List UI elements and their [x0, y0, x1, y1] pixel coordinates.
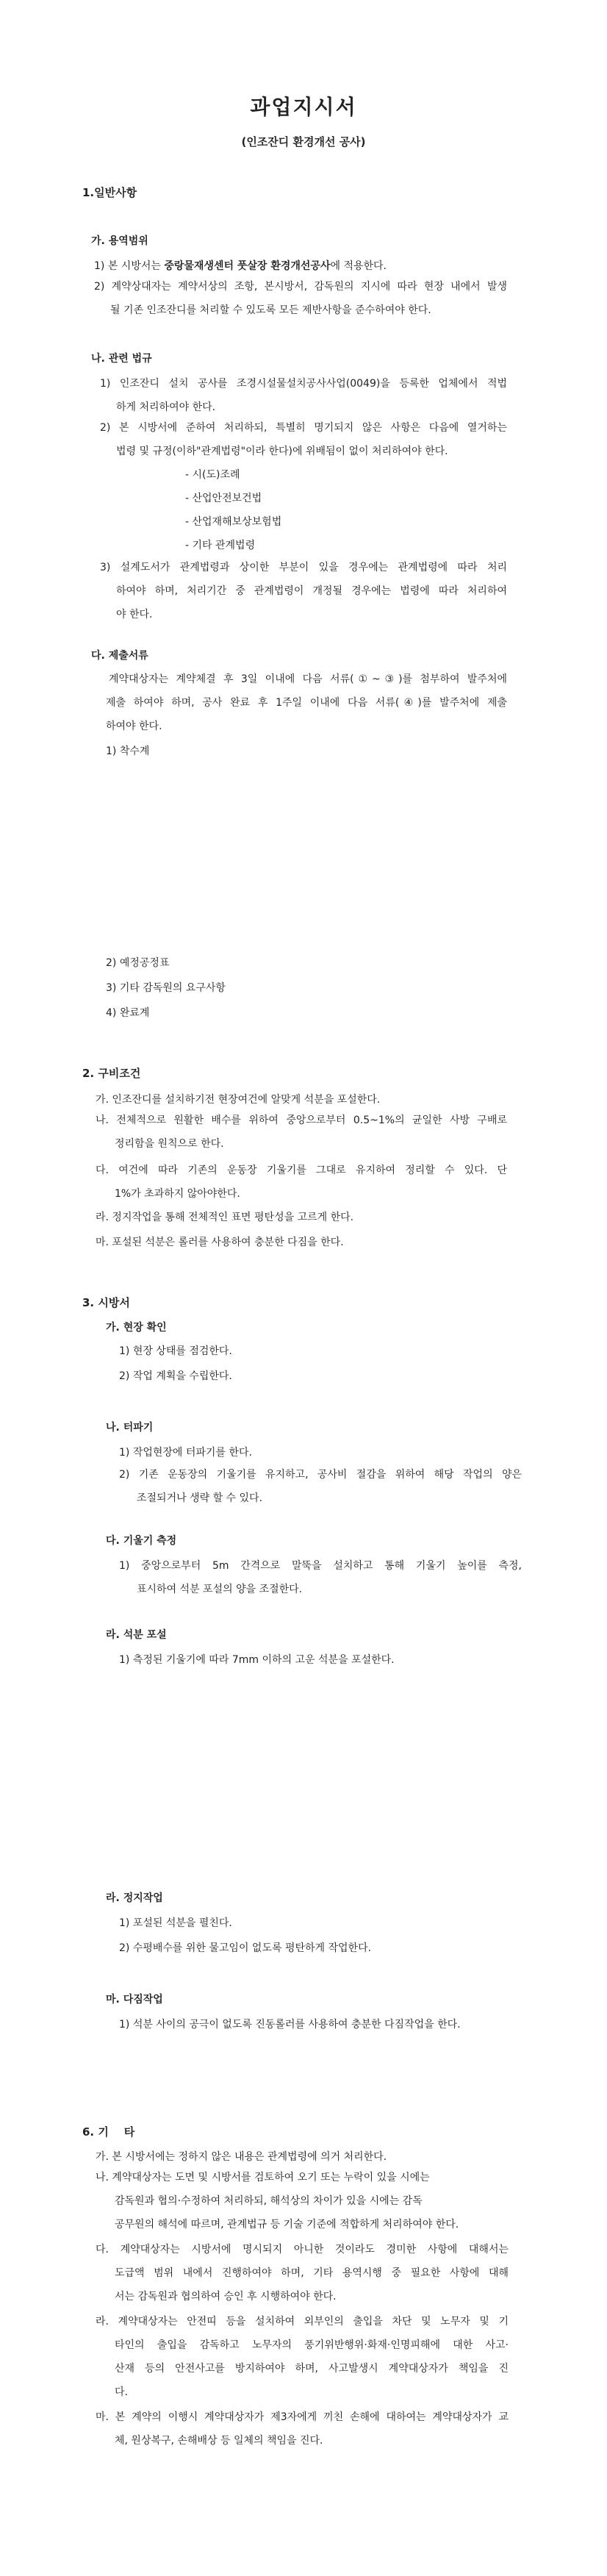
s6-ga: 가. 본 시방서에는 정하지 않은 내용은 관계법령에 의거 처리한다.	[96, 2151, 387, 2163]
s3-ra2-heading: 라. 정지작업	[106, 1892, 163, 1904]
s1-na-item2: 2) 본 시방서에 준하여 처리하되, 특별히 명기되지 않은 사항은 다음에 열거하는 법령 및 규정(이하"관계법령"이라 한다)에 위배됨이 없이 처리하여야 한다.	[100, 422, 507, 457]
section-6-heading: 6. 기 타	[82, 2125, 135, 2139]
s3-ga-heading: 가. 현장 확인	[106, 1322, 167, 1334]
s1-na-item3: 3) 설계도서가 관계법령과 상이한 부분이 있을 경우에는 관계법령에 따라 처리 하여야 하며, 처리기간 중 관계법령이 개정될 경우에는 법령에 따라 처리하여 야 한다.	[100, 562, 507, 620]
s3-da-item1: 1) 중앙으로부터 5m 간격으로 말뚝을 설치하고 통해 기울기 높이를 측정, 표시하여 석분 포설의 양을 조절한다.	[119, 1560, 522, 1595]
s6-da: 다. 계약대상자는 시방서에 명시되지 아니한 것이라도 경미한 사항에 대해서는 도급액 범위 내에서 진행하여야 하며, 기타 용역시행 중 필요한 사항에 대해 서는 감독원과 협의하여 승인 후 시행하여야 한다.	[96, 2244, 509, 2303]
s2-ma: 마. 포설된 석분은 롤러를 사용하여 충분한 다짐을 한다.	[96, 1237, 344, 1248]
s3-da-heading: 다. 기울기 측정	[106, 1535, 177, 1547]
s3-na-item2: 2) 기존 운동장의 기울기를 유지하고, 공사비 절감을 위하여 해당 작업의 양은 조절되거나 생략 할 수 있다.	[119, 1469, 522, 1504]
s1-na-law-1: - 시(도)조례	[185, 469, 240, 481]
s3-na-item1: 1) 작업현장에 터파기를 한다.	[119, 1447, 252, 1459]
s1-da-paragraph: 계약대상자는 계약체결 후 3일 이내에 다음 서류(①~③)를 첨부하여 발주처에 제출 하여야 하며, 공사 완료 후 1주일 이내에 다음 서류(④)를 발주처에 제출 하여야 한다.	[106, 673, 507, 732]
s3-ra1-heading: 라. 석분 포설	[106, 1629, 167, 1641]
section-2-heading: 2. 구비조건	[82, 1067, 141, 1080]
s1-ga-item1: 1) 본 시방서는 중랑물재생센터 풋살장 환경개선공사에 적용한다.	[94, 260, 387, 272]
s1-na-law-3: - 산업재해보상보험법	[185, 516, 282, 528]
document-title: 과업지시서	[250, 95, 357, 119]
s6-na: 나. 계약대상자는 도면 및 시방서를 검토하여 오기 또는 누락이 있을 시에는 감독원과 협의·수정하여 처리하되, 해석상의 차이가 있을 시에는 감독 공무원의 해석에 따르며, 관계법규 등 기술 기준에 적합하게 처리하여야 한다.	[96, 2172, 459, 2230]
s3-ma-heading: 마. 다짐작업	[106, 1994, 163, 2006]
s3-ma-item1: 1) 석분 사이의 공극이 없도록 진동롤러를 사용하여 충분한 다짐작업을 한다.	[119, 2019, 461, 2031]
s3-ga-item1: 1) 현장 상태를 점검한다.	[119, 1345, 232, 1357]
s2-da: 다. 여건에 따라 기존의 운동장 기울기를 그대로 유지하여 정리할 수 있다. 단 1%가 초과하지 않아야한다.	[96, 1164, 507, 1200]
section-3-heading: 3. 시방서	[82, 1296, 130, 1309]
s1-da-item3: 3) 기타 감독원의 요구사항	[106, 982, 226, 994]
s1-da-heading: 다. 제출서류	[91, 650, 148, 662]
s1-da-item1: 1) 착수계	[106, 745, 150, 757]
s2-ga: 가. 인조잔디를 설치하기전 현장여건에 알맞게 석분을 포설한다.	[96, 1094, 381, 1106]
s6-ra: 라. 계약대상자는 안전띠 등을 설치하여 외부인의 출입을 차단 및 노무자 및 기 타인의 출입을 감독하고 노무자의 풍기위반행위·화재·인명피해에 대한 사고· 산재 등의 안전사고를 방지하여야 하며, 사고발생시 계약대상자가 책임을 진 다.	[96, 2316, 509, 2398]
s1-da-item2: 2) 예정공정표	[106, 957, 170, 969]
s6-ma: 마. 본 계약의 이행시 계약대상자가 제3자에게 끼친 손해에 대하여는 계약대상자가 교 체, 원상복구, 손해배상 등 일체의 책임을 진다.	[96, 2411, 509, 2447]
s2-ra: 라. 정지작업을 통해 전체적인 표면 평탄성을 고르게 한다.	[96, 1212, 354, 1223]
s1-na-law-4: - 기타 관계법령	[185, 540, 256, 551]
s3-ra2-item1: 1) 포설된 석분을 펼친다.	[119, 1917, 232, 1929]
s1-ga-item2: 2) 계약상대자는 계약서상의 조항, 본시방서, 감독원의 지시에 따라 현장 내에서 발생 될 기존 인조잔디를 처리할 수 있도록 모든 제반사항을 준수하여야 한다.	[94, 281, 507, 316]
s1-na-heading: 나. 관련 법규	[91, 353, 152, 365]
document-subtitle: (인조잔디 환경개선 공사)	[241, 135, 366, 149]
s1-ga-heading: 가. 용역범위	[91, 235, 148, 247]
s2-na: 나. 전체적으로 원활한 배수를 위하여 중앙으로부터 0.5~1%의 균일한 사방 구배로 정리함을 원칙으로 한다.	[96, 1115, 507, 1150]
s3-ra2-item2: 2) 수평배수를 위한 물고임이 없도록 평탄하게 작업한다.	[119, 1942, 372, 1954]
s3-na-heading: 나. 터파기	[106, 1422, 154, 1434]
s1-da-item4: 4) 완료계	[106, 1007, 150, 1019]
section-1-heading: 1.일반사항	[82, 186, 137, 199]
s1-na-item1: 1) 인조잔디 설치 공사를 조경시설물설치공사사업(0049)을 등록한 업체에서 적법 하게 처리하여야 한다.	[100, 378, 507, 413]
s3-ga-item2: 2) 작업 계획을 수립한다.	[119, 1370, 232, 1382]
s1-na-law-2: - 산업안전보건법	[185, 493, 262, 504]
s3-ra1-item1: 1) 측정된 기울기에 따라 7mm 이하의 고운 석분을 포설한다.	[119, 1654, 395, 1666]
